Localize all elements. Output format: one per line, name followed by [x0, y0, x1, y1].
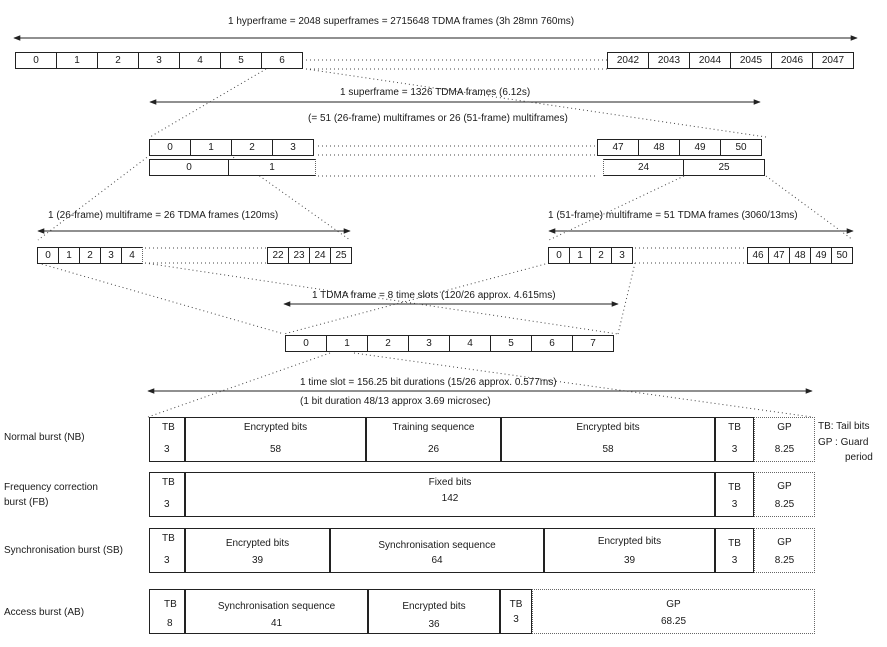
- superframe-top-right: [598, 139, 762, 156]
- legend-guard-period: GP : Guard: [818, 437, 869, 448]
- frame-cell: 2: [97, 52, 139, 69]
- hyperframe-right-cells: [608, 52, 854, 69]
- multiframe51-left-cells: [549, 247, 633, 264]
- tail-bits-segment: TB 3: [149, 528, 185, 573]
- frame-cell: 49: [679, 139, 721, 156]
- frame-cell: 4: [121, 247, 143, 264]
- frame-cell: 3: [138, 52, 180, 69]
- frame-cell: 2047: [812, 52, 854, 69]
- slot-cell: 6: [531, 335, 573, 352]
- frame-cell: 3: [611, 247, 633, 264]
- frame-cell: 5: [220, 52, 262, 69]
- tail-bits-segment: TB 3: [715, 472, 754, 517]
- frame-cell: 1: [56, 52, 98, 69]
- fixed-bits-segment: Fixed bits 142: [185, 472, 715, 517]
- slot-cell: 4: [449, 335, 491, 352]
- superframe-bottom-right: [604, 159, 765, 176]
- slot-cell: 5: [490, 335, 532, 352]
- sync-sequence-segment: Synchronisation sequence 64: [330, 528, 544, 573]
- frame-cell: 1: [569, 247, 591, 264]
- frame-cell: 0: [548, 247, 570, 264]
- frame-cell: 46: [747, 247, 769, 264]
- legend-tail-bits: TB: Tail bits: [818, 421, 870, 432]
- slot-cell: 1: [326, 335, 368, 352]
- tail-bits-segment: TB 3: [149, 417, 185, 462]
- frame-cell: 2: [79, 247, 101, 264]
- tail-bits-segment: TB 3: [500, 589, 532, 634]
- frame-cell: 2: [231, 139, 273, 156]
- multiframe51-right-cells: [748, 247, 853, 264]
- superframe-subcaption: (= 51 (26-frame) multiframes or 26 (51-frame) multiframes): [308, 113, 568, 124]
- multiframe26-left-cells: [38, 247, 143, 264]
- frequency-burst-label: Frequency correction: [4, 482, 98, 493]
- multiframe26-right-cells: [268, 247, 352, 264]
- frame-cell: 0: [15, 52, 57, 69]
- frame-cell: 3: [100, 247, 122, 264]
- frame-cell: 2: [590, 247, 612, 264]
- frame-cell: 23: [288, 247, 310, 264]
- frame-cell: 2046: [771, 52, 813, 69]
- frame-cell: 47: [768, 247, 790, 264]
- frame-cell: 3: [272, 139, 314, 156]
- encrypted-bits-segment: Encrypted bits 58: [185, 417, 366, 462]
- multiframe51-caption: 1 (51-frame) multiframe = 51 TDMA frames (3060/13ms): [548, 210, 798, 221]
- frame-cell: 24: [603, 159, 684, 176]
- encrypted-bits-segment: Encrypted bits 39: [544, 528, 715, 573]
- frame-cell: 48: [638, 139, 680, 156]
- encrypted-bits-segment: Encrypted bits 39: [185, 528, 330, 573]
- multiframe26-caption: 1 (26-frame) multiframe = 26 TDMA frames (120ms): [48, 210, 279, 221]
- frame-cell: 50: [831, 247, 853, 264]
- frame-cell: 6: [261, 52, 303, 69]
- timeslot-caption: 1 time slot = 156.25 bit durations (15/26 approx. 0.577ms): [300, 377, 557, 388]
- frequency-burst-label-cont: burst (FB): [4, 497, 49, 508]
- frame-cell: 49: [810, 247, 832, 264]
- access-burst: [150, 589, 816, 634]
- tdma-cells: [286, 335, 614, 352]
- guard-period-segment: GP 68.25: [532, 589, 815, 634]
- frame-cell: 0: [149, 139, 191, 156]
- normal-burst: [150, 417, 816, 462]
- slot-cell: 2: [367, 335, 409, 352]
- timeslot-subcaption: (1 bit duration 48/13 approx 3.69 microsec): [300, 396, 491, 407]
- slot-cell: 3: [408, 335, 450, 352]
- encrypted-bits-segment: Encrypted bits 36: [368, 589, 500, 634]
- frame-cell: 4: [179, 52, 221, 69]
- superframe-caption: 1 superframe = 1326 TDMA frames (6.12s): [340, 87, 531, 98]
- frame-cell: 1: [190, 139, 232, 156]
- tail-bits-segment: TB 3: [715, 417, 754, 462]
- frame-cell: 50: [720, 139, 762, 156]
- guard-period-segment: GP 8.25: [754, 528, 815, 573]
- slot-cell: 0: [285, 335, 327, 352]
- tail-bits-segment: TB 8: [149, 589, 185, 634]
- tail-bits-segment: TB 3: [715, 528, 754, 573]
- frame-cell: 1: [228, 159, 316, 176]
- guard-period-segment: GP 8.25: [754, 472, 815, 517]
- frame-cell: 2042: [607, 52, 649, 69]
- guard-period-segment: GP 8.25: [754, 417, 815, 462]
- hyperframe-caption: 1 hyperframe = 2048 superframes = 2715648 TDMA frames (3h 28mn 760ms): [228, 16, 575, 27]
- access-burst-label: Access burst (AB): [4, 607, 85, 618]
- hyperframe-left-cells: [16, 52, 303, 69]
- slot-cell: 7: [572, 335, 614, 352]
- training-sequence-segment: Training sequence 26: [366, 417, 501, 462]
- synchronisation-burst: [150, 528, 816, 573]
- encrypted-bits-segment: Encrypted bits 58: [501, 417, 715, 462]
- frame-cell: 24: [309, 247, 331, 264]
- frame-cell: 0: [149, 159, 229, 176]
- legend-guard-period-cont: period: [845, 452, 873, 463]
- frame-cell: 2045: [730, 52, 772, 69]
- superframe-bottom-left: [150, 159, 316, 176]
- frame-cell: 22: [267, 247, 289, 264]
- frame-cell: 48: [789, 247, 811, 264]
- normal-burst-label: Normal burst (NB): [4, 432, 85, 443]
- tdma-caption: 1 TDMA frame = 8 time slots (120/26 approx. 4.615ms): [312, 290, 556, 301]
- frame-cell: 25: [330, 247, 352, 264]
- frame-cell: 1: [58, 247, 80, 264]
- sync-burst-label: Synchronisation burst (SB): [4, 545, 123, 556]
- frequency-correction-burst: [150, 472, 816, 517]
- frame-cell: 47: [597, 139, 639, 156]
- superframe-top-left: [150, 139, 314, 156]
- tail-bits-segment: TB 3: [149, 472, 185, 517]
- frame-cell: 2044: [689, 52, 731, 69]
- frame-cell: 2043: [648, 52, 690, 69]
- frame-cell: 0: [37, 247, 59, 264]
- frame-cell: 25: [683, 159, 765, 176]
- sync-sequence-segment: Synchronisation sequence 41: [185, 589, 368, 634]
